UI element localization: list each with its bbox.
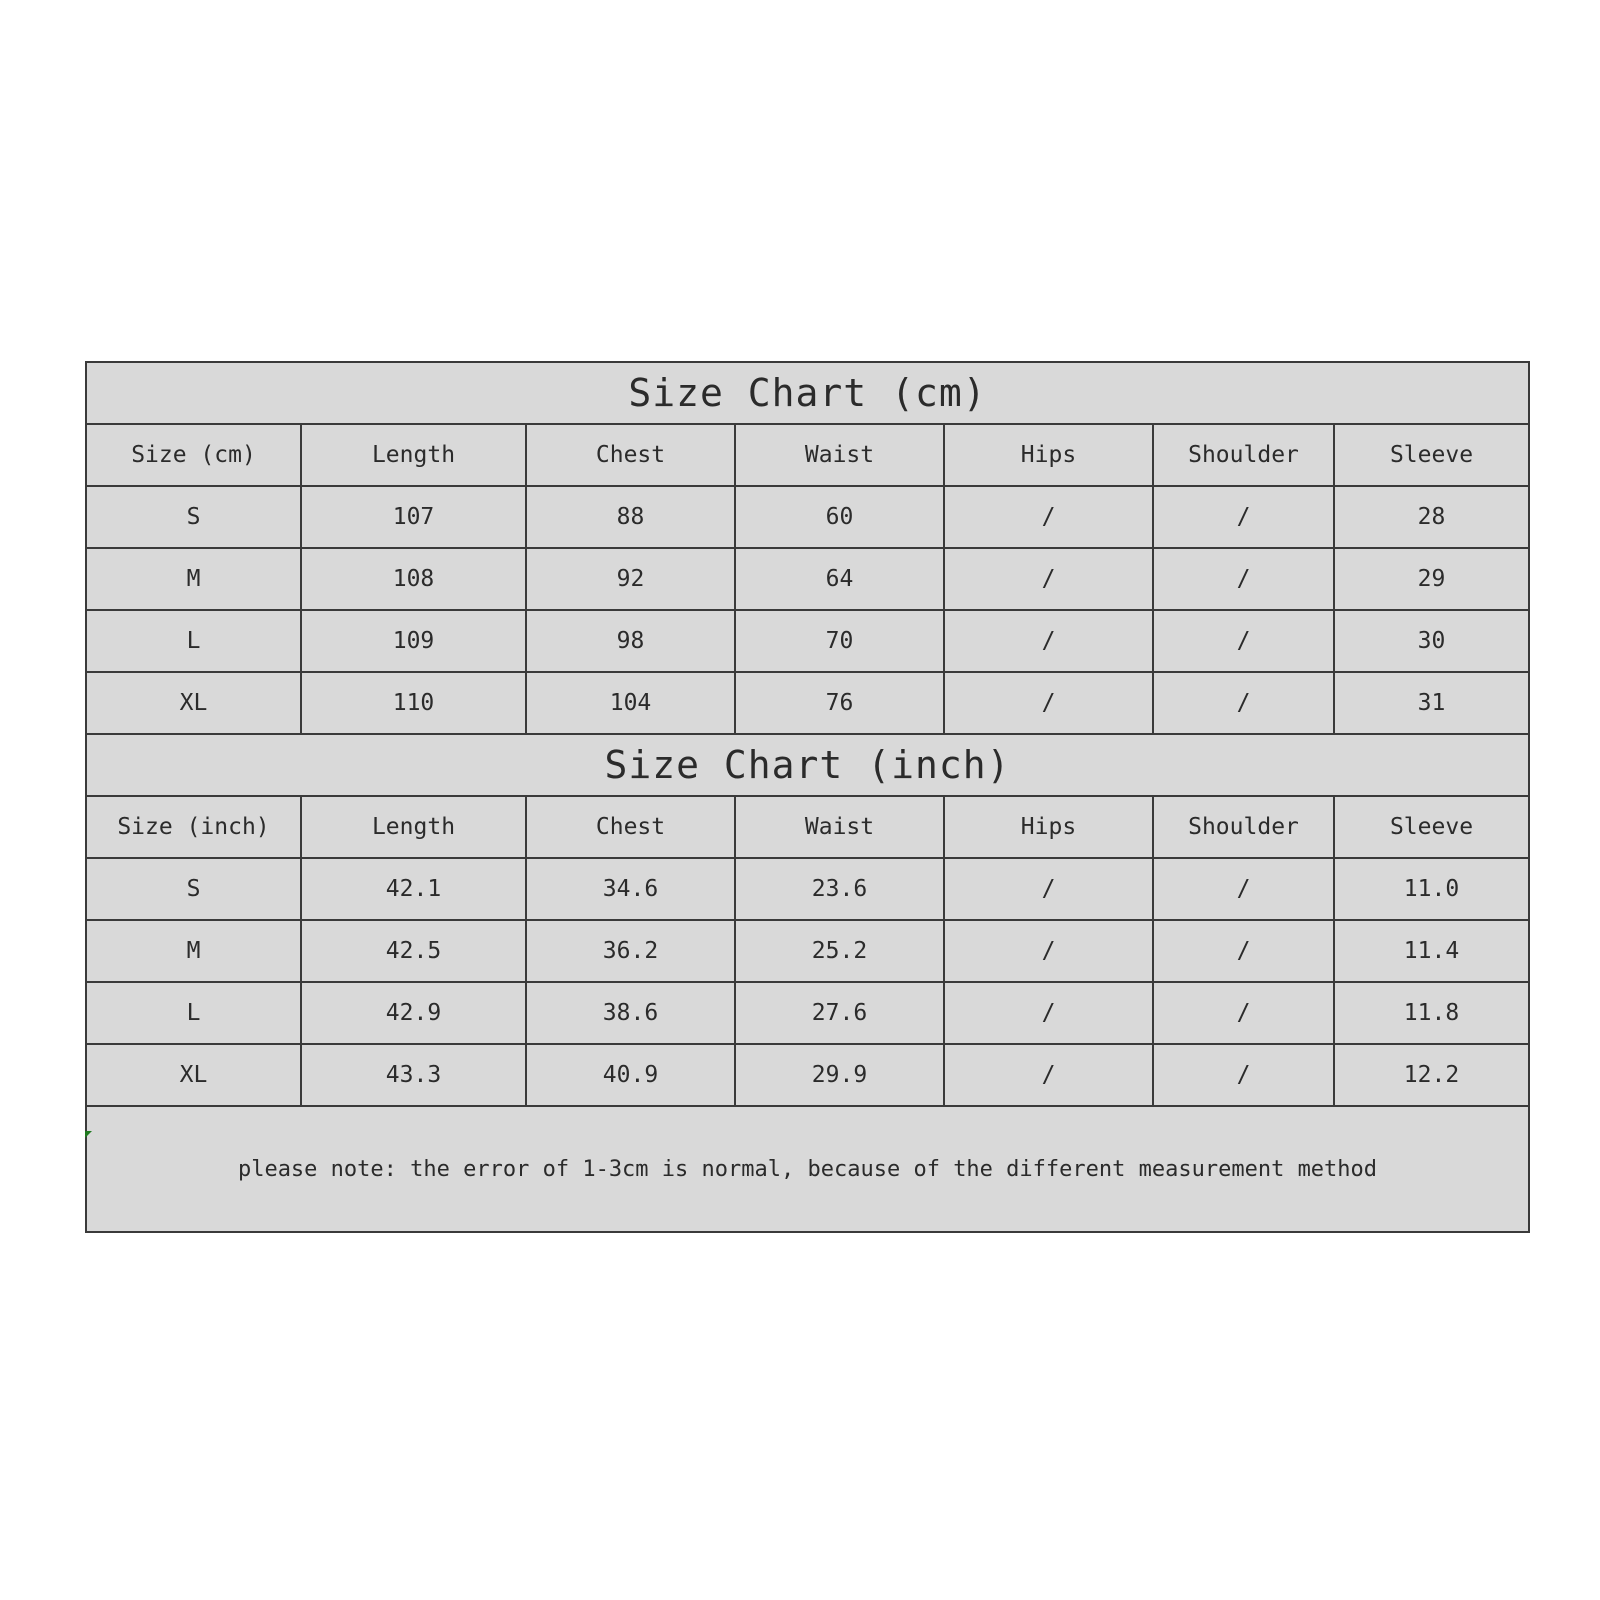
table-row — [86, 982, 1529, 1044]
cell-chest: 104 — [526, 672, 735, 734]
cell-waist: 76 — [735, 672, 944, 734]
table-row — [86, 672, 1529, 734]
header-shoulder: Shoulder — [1153, 796, 1334, 858]
size-chart-table — [85, 361, 1530, 1233]
cell-length: 42.1 — [301, 858, 526, 920]
cell-hips: / — [944, 982, 1153, 1044]
cm-table-title: Size Chart (cm) — [86, 362, 1529, 424]
corner-marker-icon — [85, 1131, 92, 1138]
cell-shoulder: / — [1153, 920, 1334, 982]
cell-size: M — [86, 920, 301, 982]
cell-length: 107 — [301, 486, 526, 548]
cell-shoulder: / — [1153, 1044, 1334, 1106]
cell-hips: / — [944, 486, 1153, 548]
cell-sleeve: 11.4 — [1334, 920, 1529, 982]
cell-hips: / — [944, 548, 1153, 610]
cm-header-row — [86, 424, 1529, 486]
header-waist: Waist — [735, 796, 944, 858]
cell-sleeve: 28 — [1334, 486, 1529, 548]
table-row — [86, 1044, 1529, 1106]
header-sleeve: Sleeve — [1334, 424, 1529, 486]
cell-hips: / — [944, 672, 1153, 734]
cell-chest: 34.6 — [526, 858, 735, 920]
header-size-inch: Size (inch) — [86, 796, 301, 858]
table-row — [86, 610, 1529, 672]
header-chest: Chest — [526, 424, 735, 486]
measurement-note: please note: the error of 1-3cm is normal, because of the different measurement method — [86, 1106, 1529, 1232]
table-row — [86, 486, 1529, 548]
cell-size: L — [86, 610, 301, 672]
cell-chest: 36.2 — [526, 920, 735, 982]
table-row — [86, 548, 1529, 610]
cell-size: XL — [86, 672, 301, 734]
cell-sleeve: 12.2 — [1334, 1044, 1529, 1106]
cell-sleeve: 11.8 — [1334, 982, 1529, 1044]
cell-sleeve: 31 — [1334, 672, 1529, 734]
cell-shoulder: / — [1153, 548, 1334, 610]
header-length: Length — [301, 424, 526, 486]
cell-length: 110 — [301, 672, 526, 734]
inch-header-row — [86, 796, 1529, 858]
cell-waist: 64 — [735, 548, 944, 610]
header-sleeve: Sleeve — [1334, 796, 1529, 858]
cell-waist: 60 — [735, 486, 944, 548]
cell-sleeve: 11.0 — [1334, 858, 1529, 920]
cell-chest: 88 — [526, 486, 735, 548]
inch-table-title: Size Chart (inch) — [86, 734, 1529, 796]
cell-waist: 29.9 — [735, 1044, 944, 1106]
cell-hips: / — [944, 858, 1153, 920]
cell-length: 42.5 — [301, 920, 526, 982]
cell-length: 42.9 — [301, 982, 526, 1044]
inch-title-row — [86, 734, 1529, 796]
cell-waist: 70 — [735, 610, 944, 672]
header-length: Length — [301, 796, 526, 858]
cell-waist: 25.2 — [735, 920, 944, 982]
cell-sleeve: 29 — [1334, 548, 1529, 610]
cell-hips: / — [944, 920, 1153, 982]
cell-size: S — [86, 486, 301, 548]
cell-shoulder: / — [1153, 610, 1334, 672]
header-shoulder: Shoulder — [1153, 424, 1334, 486]
header-hips: Hips — [944, 796, 1153, 858]
cell-chest: 40.9 — [526, 1044, 735, 1106]
header-waist: Waist — [735, 424, 944, 486]
cell-waist: 23.6 — [735, 858, 944, 920]
cell-hips: / — [944, 1044, 1153, 1106]
cell-shoulder: / — [1153, 486, 1334, 548]
cell-shoulder: / — [1153, 672, 1334, 734]
table-row — [86, 858, 1529, 920]
cell-size: L — [86, 982, 301, 1044]
cell-chest: 38.6 — [526, 982, 735, 1044]
cell-sleeve: 30 — [1334, 610, 1529, 672]
header-chest: Chest — [526, 796, 735, 858]
cell-length: 108 — [301, 548, 526, 610]
cell-chest: 98 — [526, 610, 735, 672]
cell-size: XL — [86, 1044, 301, 1106]
cell-size: M — [86, 548, 301, 610]
cell-waist: 27.6 — [735, 982, 944, 1044]
note-row — [86, 1106, 1529, 1232]
cm-title-row — [86, 362, 1529, 424]
cell-shoulder: / — [1153, 858, 1334, 920]
header-hips: Hips — [944, 424, 1153, 486]
header-size-cm: Size (cm) — [86, 424, 301, 486]
table-row — [86, 920, 1529, 982]
cell-chest: 92 — [526, 548, 735, 610]
cell-length: 43.3 — [301, 1044, 526, 1106]
cell-length: 109 — [301, 610, 526, 672]
cell-shoulder: / — [1153, 982, 1334, 1044]
cell-hips: / — [944, 610, 1153, 672]
cell-size: S — [86, 858, 301, 920]
